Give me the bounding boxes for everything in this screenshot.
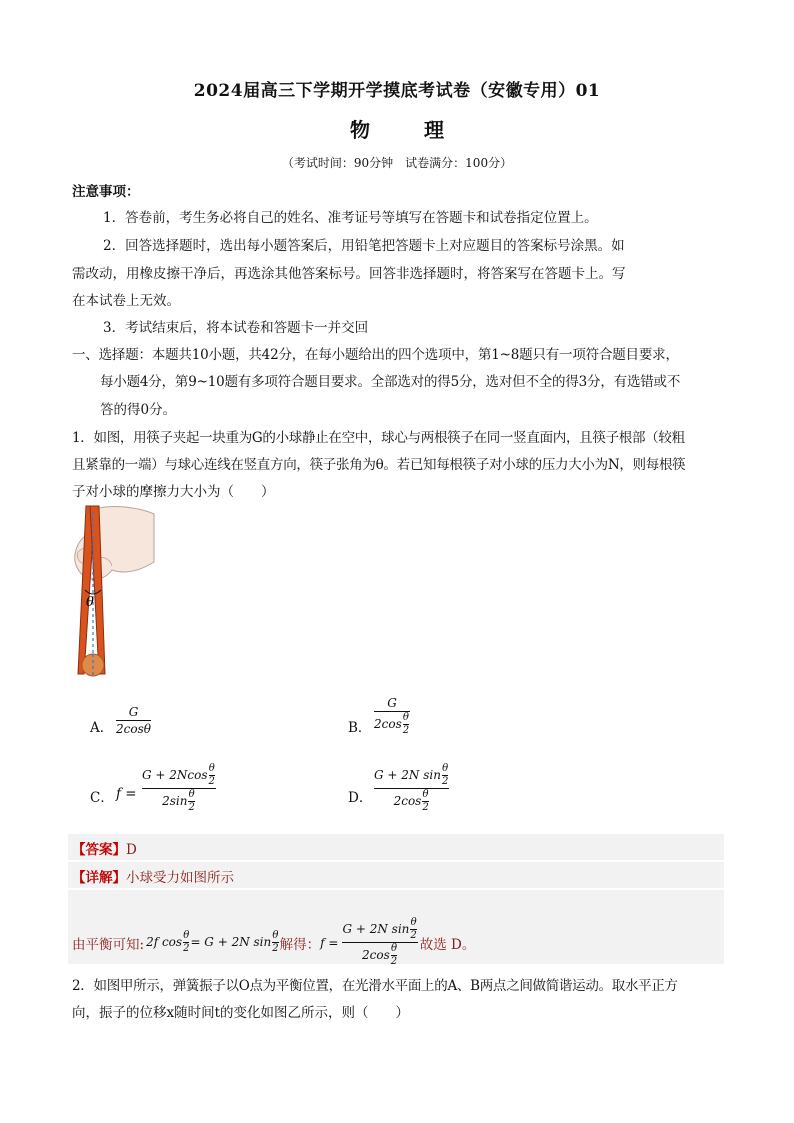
chopsticks-figure (66, 502, 156, 682)
section1-line3: 答的得0分。 (100, 402, 177, 418)
exam-info: （考试时间：90分钟 试卷满分：100分） (281, 156, 513, 170)
equation-f: f = (320, 935, 339, 950)
option-d-denominator: 2cos (393, 794, 422, 808)
figure-theta-label: θ (86, 595, 94, 610)
option-d-formula: G + 2N sin $\frac{\theta}{2}$ 2cos $\frac{\theta}{2}$ (374, 763, 449, 813)
option-a-label: A． (90, 720, 114, 736)
q1-line2: 且紧靠的一端）与球心连线在竖直方向，筷子张角为θ。若已知每根筷子对小球的压力大小为N，则每根筷 (72, 457, 686, 473)
detail-tag: 【详解】 (72, 870, 126, 886)
equation-result-fraction: G + 2N sin $\frac{\theta}{2}$ 2cos $\frac{\theta}{2}$ (342, 917, 417, 967)
option-a-denominator: 2cosθ (116, 722, 151, 736)
equation-left: 2f cos $\frac{\theta}{2}$ = G + 2N sin $\frac{\theta}{2}$ (146, 930, 279, 954)
equation-suffix: 故选 D。 (419, 936, 476, 953)
answer-tag: 【答案】 (72, 842, 126, 858)
option-b-label: B． (348, 720, 372, 736)
option-c-prefix: f = (116, 786, 137, 802)
option-b-formula: G 2cos $\frac{\theta}{2}$ (374, 696, 410, 736)
notes-heading: 注意事项： (72, 184, 140, 200)
option-b-denominator: 2cos (374, 717, 402, 731)
option-b-numerator: G (387, 696, 397, 710)
note-item-2-line2: 需改动，用橡皮擦干净后，再选涂其他答案标号。回答非选择题时，将答案写在答题卡上。写 (72, 266, 626, 282)
q1-line3: 子对小球的摩擦力大小为（ ） (72, 484, 275, 500)
option-a-formula (116, 705, 151, 736)
answer-row (72, 838, 137, 858)
subject-title (0, 114, 794, 143)
option-c-denominator: 2sin (162, 794, 188, 808)
q2-line1: 2．如图甲所示，弹簧振子以O点为平衡位置，在光滑水平面上的A、B两点之间做简谐运动。取水平正方 (72, 978, 678, 994)
answer-value: D (126, 842, 137, 858)
note-item-3: 3．考试结束后，将本试卷和答题卡一并交回 (103, 320, 369, 336)
detail-text: 小球受力如图所示 (126, 870, 234, 886)
detail-row (72, 866, 234, 886)
subject-char-2: 理 (424, 118, 444, 142)
equation-solve: 解得： (279, 936, 321, 953)
subject-char-1: 物 (350, 118, 370, 142)
option-d-numerator: G + 2N sin (374, 768, 441, 782)
option-c-numerator: G + 2Ncos (142, 768, 208, 782)
option-d-label: D． (348, 790, 373, 806)
exam-title: 2024届高三下学期开学摸底考试卷（安徽专用）01 (193, 81, 601, 101)
q2-line2: 向，振子的位移x随时间t的变化如图乙所示，则（ ） (72, 1005, 410, 1021)
answer-row-bg (68, 834, 724, 860)
equation-row (72, 918, 475, 967)
note-item-2-line1: 2．回答选择题时，选出每小题答案后，用铅笔把答题卡上对应题目的答案标号涂黑。如 (103, 238, 625, 254)
option-a-numerator: G (128, 705, 139, 719)
section1-line2: 每小题4分，第9~10题有多项符合题目要求。全部选对的得5分，选对但不全的得3分，有选错或不 (100, 374, 681, 390)
equation-prefix: 由平衡可知: (72, 936, 145, 953)
q1-line1: 1．如图，用筷子夹起一块重为G的小球静止在空中，球心与两根筷子在同一竖直面内，且筷子根部（较粗 (72, 430, 685, 446)
note-item-2-line3: 在本试卷上无效。 (72, 293, 180, 309)
section1-line1: 一、选择题：本题共10小题，共42分，在每小题给出的四个选项中，第1~8题只有一项符合题目要求， (72, 347, 679, 363)
note-item-1: 1．答卷前，考生务必将自己的姓名、准考证号等填写在答题卡和试卷指定位置上。 (103, 210, 598, 226)
option-c-formula: G + 2Ncos $\frac{\theta}{2}$ 2sin $\frac{\theta}{2}$ (142, 763, 215, 813)
option-c-label: C． (90, 790, 114, 806)
